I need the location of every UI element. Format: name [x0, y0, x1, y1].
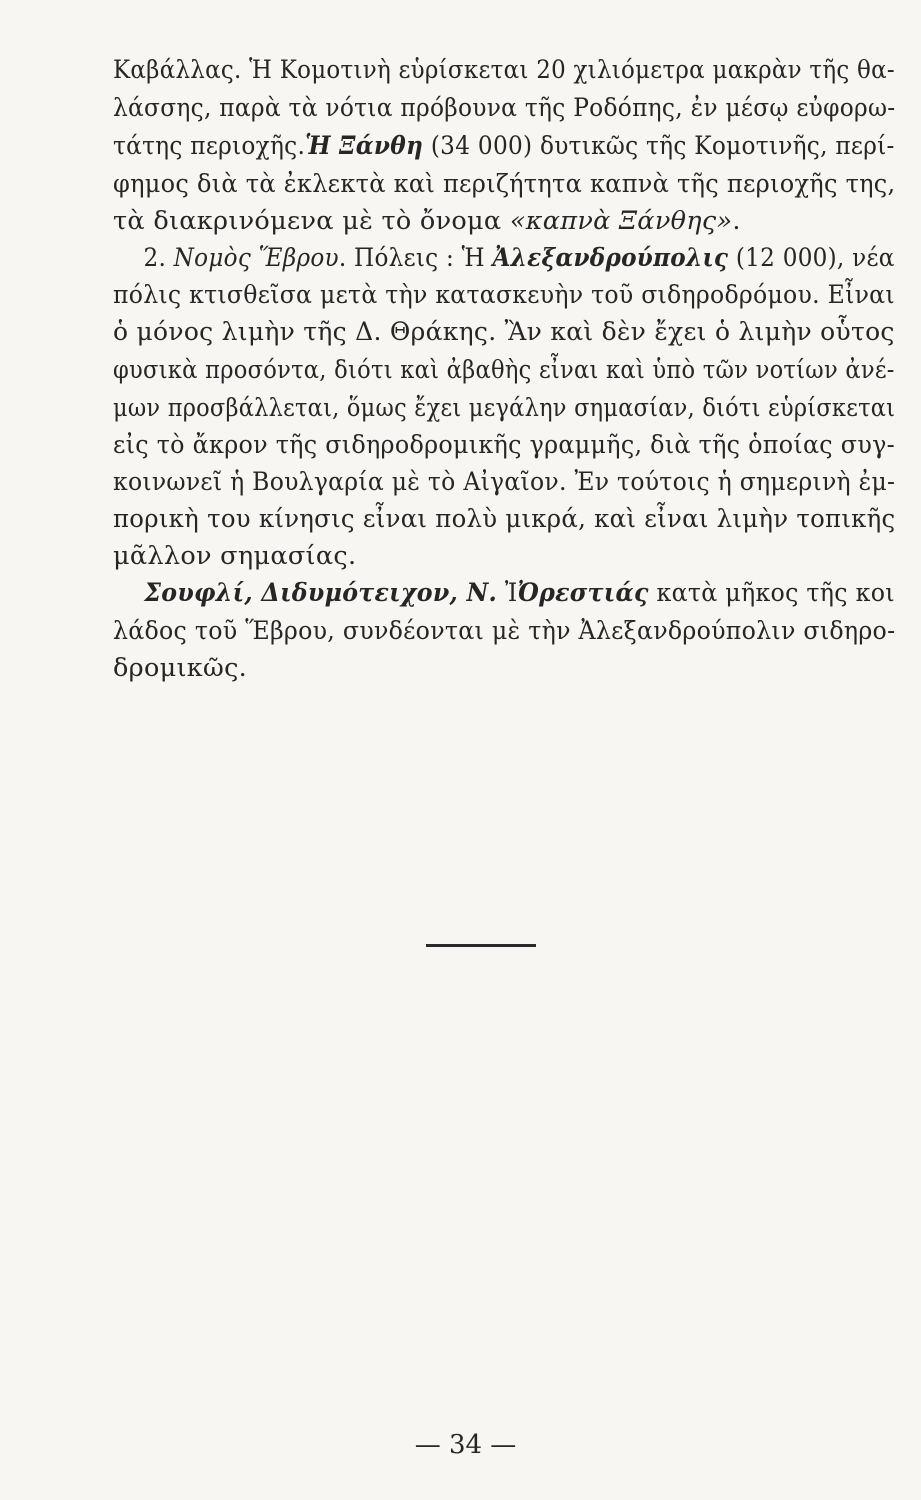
text-line [113, 390, 895, 426]
text-segment: (12 000), νέα [728, 243, 895, 273]
text-segment: φημος διὰ τὰ ἐκλεκτὰ καὶ περιζήτητα καπνὰ τῆς περιοχῆς της, [113, 169, 896, 199]
page-number: — 34 — [414, 1430, 517, 1460]
text-segment: πόλις κτισθεῖσα μετὰ τὴν κατασκευὴν τοῦ σιδηροδρόμου. Εἶναι [113, 280, 895, 310]
text-segment: κατὰ μῆκος τῆς κοι [648, 578, 895, 608]
text-segment: πορικὴ του κίνησις εἶναι πολὺ μικρά, καὶ εἶναι λιμὴν τοπικῆς [113, 504, 896, 534]
text-line [113, 575, 895, 611]
emphasized-text: Ἀλεξανδρούπολις [492, 243, 729, 273]
text-line [113, 90, 895, 126]
emphasized-text: Σουφλί, Διδυμότειχον, Ν. [144, 578, 498, 608]
text-segment: λάδος τοῦ Ἕβρου, συνδέονται μὲ τὴν Ἀλεξανδρούπολιν σιδηρο- [113, 616, 896, 646]
emphasized-text: Ὀρεστιάς [517, 578, 649, 608]
text-line [113, 277, 895, 313]
text-segment: φυσικὰ προσόντα, διότι καὶ ἀβαθὴς εἶναι καὶ ὑπὸ τῶν νοτίων ἀνέ- [113, 355, 895, 385]
section-divider [426, 944, 536, 947]
text-segment [113, 578, 144, 608]
text-line [113, 240, 895, 276]
text-line [113, 166, 895, 202]
text-segment: τὰ διακρινόμενα μὲ τὸ ὄνομα [113, 206, 510, 236]
text-line [113, 314, 895, 350]
text-segment: . [732, 206, 741, 236]
text-segment: τάτης περιοχῆς. [113, 131, 306, 161]
text-segment: μων προσβάλλεται, ὅμως ἔχει μεγάλην σημασίαν, διότι εὑρίσκεται [113, 393, 896, 423]
text-line [113, 352, 895, 388]
text-line [113, 427, 895, 463]
emphasized-text: «καπνὰ Ξάνθης» [509, 206, 733, 236]
emphasized-text: Ἡ Ξάνθη [305, 131, 424, 161]
text-segment: κοινωνεῖ ἡ Βουλγαρία μὲ τὸ Αἰγαῖον. Ἐν τούτοις ἡ σημερινὴ ἐμ- [113, 467, 896, 497]
text-line [113, 501, 895, 537]
text-segment: λάσσης, παρὰ τὰ νότια πρόβουνα τῆς Ροδόπης, ἐν μέσῳ εὐφορω- [113, 93, 896, 123]
text-line [113, 52, 895, 88]
emphasized-text: Νομὸς Ἕβρου [173, 243, 339, 273]
text-line [113, 538, 356, 574]
text-line [113, 464, 895, 500]
text-segment: δρομικῶς. [113, 653, 248, 683]
text-segment: . Πόλεις : Ἡ [338, 243, 493, 273]
text-line [113, 650, 247, 686]
text-segment: Καβάλλας. Ἡ Κομοτινὴ εὑρίσκεται 20 χιλιόμετρα μακρὰν τῆς θα- [113, 55, 895, 85]
text-segment: εἰς τὸ ἄκρον τῆς σιδηροδρομικῆς γραμμῆς, διὰ τῆς ὁποίας συγ- [113, 430, 895, 460]
text-segment: μᾶλλον σημασίας. [113, 541, 357, 571]
text-segment: Ἰ [497, 578, 518, 608]
text-segment: 2. [113, 243, 174, 273]
text-segment: (34 000) δυτικῶς τῆς Κομοτινῆς, περί- [423, 131, 895, 161]
text-line [113, 128, 895, 164]
text-line [113, 613, 895, 649]
text-segment: ὁ μόνος λιμὴν τῆς Δ. Θράκης. Ἂν καὶ δὲν ἔχει ὁ λιμὴν οὗτος [113, 317, 895, 347]
text-line [113, 203, 741, 239]
